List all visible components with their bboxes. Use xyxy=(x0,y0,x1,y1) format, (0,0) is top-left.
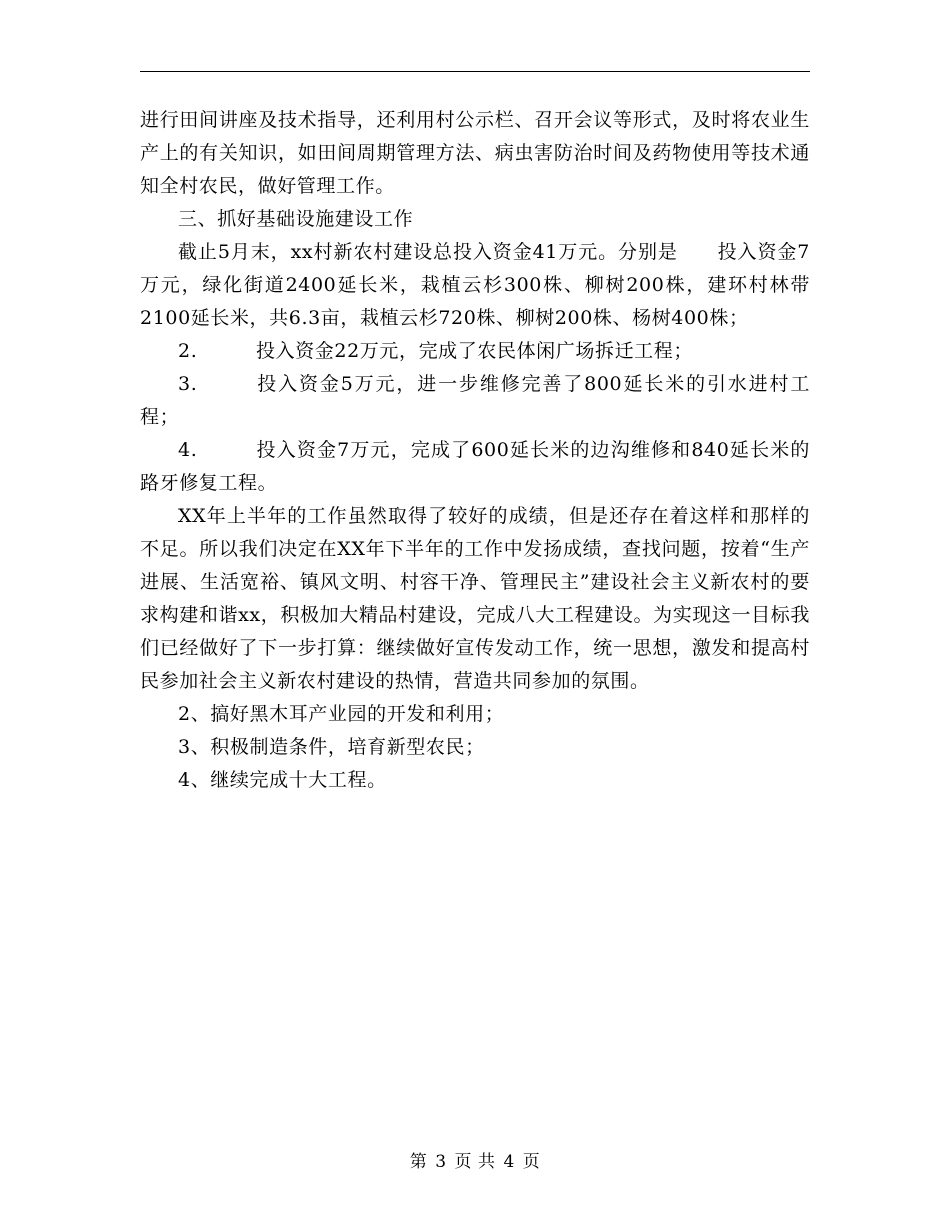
plan-item: 2、搞好黑木耳产业园的开发和利用； xyxy=(178,703,505,725)
plan-item: 3、积极制造条件，培育新型农民； xyxy=(178,736,485,758)
item-text: 投入资金5万元，进一步维修完善了800延长米的引水进村工程； xyxy=(140,373,810,428)
current-page-number: 3 xyxy=(435,1152,447,1172)
item-number: 2. xyxy=(178,340,198,362)
section-heading-infrastructure: 三、抓好基础设施建设工作 xyxy=(178,208,414,230)
footer-suffix: 页 xyxy=(522,1152,541,1172)
paragraph-summary: XX年上半年的工作虽然取得了较好的成绩，但是还存在着这样和那样的不足。所以我们决定在XX年下半年的工作中发扬成绩，查找问题，按着“生产进展、生活宽裕、镇风文明、村容干净、管理民主”建设社会主义新农村的要求构建和谐xx，积极加大精品村建设，完成八大工程建设。为实现这一目标我们已经做好了下一步打算：继续做好宣传发动工作，统一思想，激发和提高村民参加社会主义新农村建设的热情，营造共同参加的氛围。 xyxy=(140,505,810,692)
footer-middle: 页 共 xyxy=(454,1152,496,1172)
page-footer xyxy=(0,1147,950,1172)
item-number: 4. xyxy=(178,439,198,461)
paragraph-intro-continued: 进行田间讲座及技术指导，还利用村公示栏、召开会议等形式，及时将农业生产上的有关知识，如田间周期管理方法、病虫害防治时间及药物使用等技术通知全村农民，做好管理工作。 xyxy=(140,109,810,197)
numbered-item xyxy=(140,335,810,368)
numbered-item xyxy=(140,434,810,500)
footer-prefix: 第 xyxy=(409,1152,428,1172)
item-text: 投入资金22万元，完成了农民体闲广场拆迁工程； xyxy=(256,340,693,362)
numbered-item xyxy=(140,368,810,434)
plan-item: 4、继续完成十大工程。 xyxy=(178,769,387,791)
paragraph-investment: 截止5月末，xx村新农村建设总投入资金41万元。分别是 投入资金7万元，绿化街道2400延长米，栽植云杉300株、柳树200株，建环村林带2100延长米，共6.3亩，栽植云杉720株、柳树200株、杨树400株； xyxy=(140,241,810,329)
document-body xyxy=(140,104,810,797)
total-page-count: 4 xyxy=(503,1152,515,1172)
header-rule xyxy=(140,71,810,72)
item-text: 投入资金7万元，完成了600延长米的边沟维修和840延长米的路牙修复工程。 xyxy=(140,439,810,494)
item-number: 3. xyxy=(178,373,198,395)
